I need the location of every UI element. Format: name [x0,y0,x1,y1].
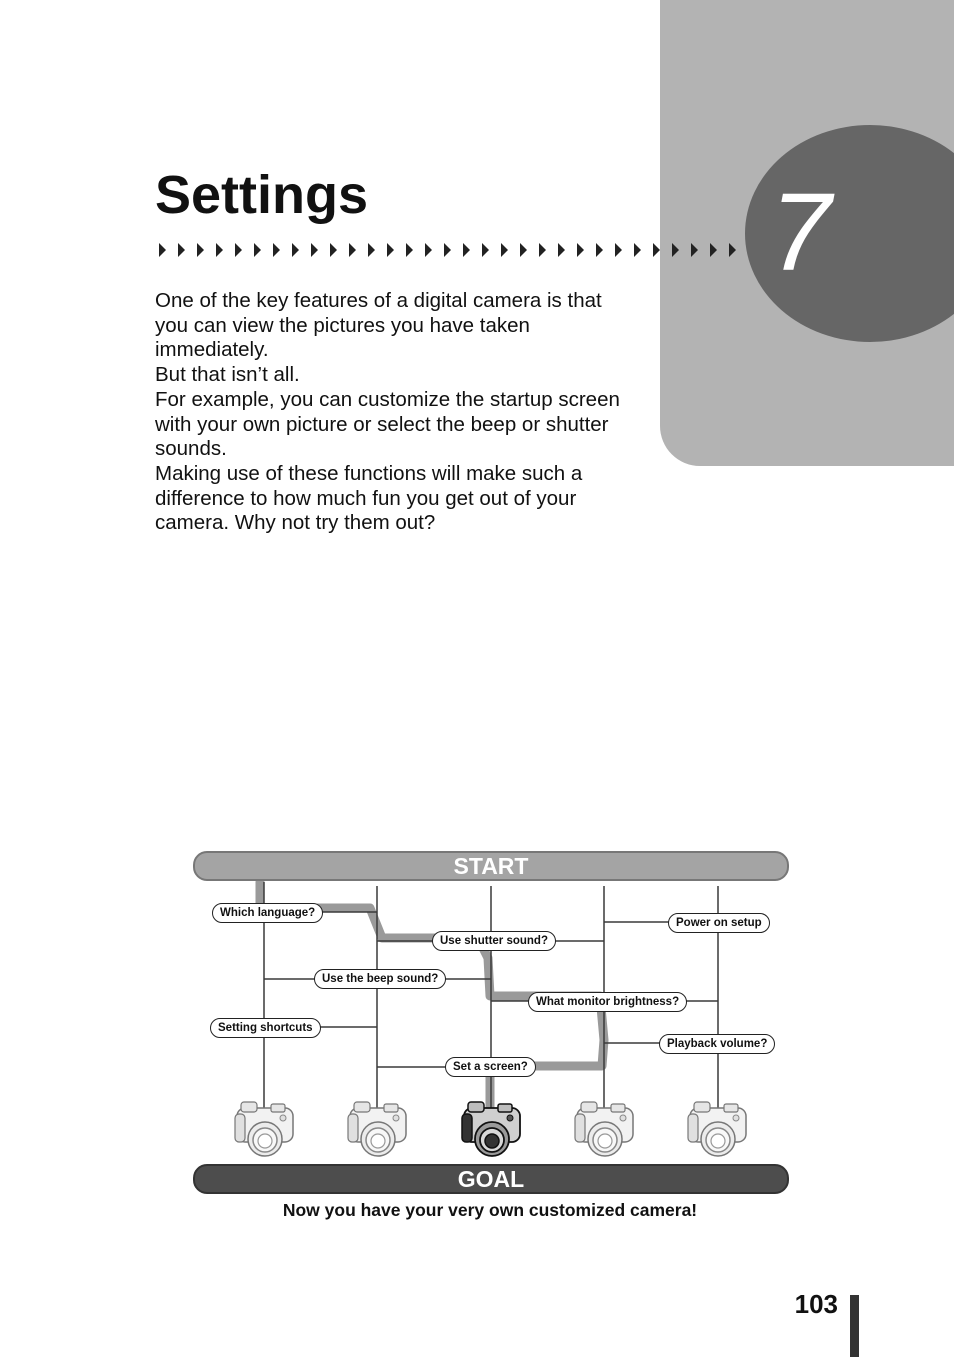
intro-paragraph: Making use of these functions will make such a difference to how much fun you get out of your camera. Why not try them out? [155,461,583,535]
camera-icon [684,1098,750,1162]
arrow-bullet [729,243,736,257]
arrow-bullet [197,243,204,257]
arrow-bullet [349,243,356,257]
arrow-bullet [653,243,660,257]
question-shutter-sound: Use shutter sound? [432,931,556,951]
start-bar: START [193,851,789,881]
intro-paragraph: For example, you can customize the startup screen with your own picture or select the beep or shutter sounds. [155,387,620,461]
arrow-bullet [463,243,470,257]
arrow-bullet [387,243,394,257]
chapter-number: 7 [770,171,832,294]
arrow-bullet [216,243,223,257]
arrow-bullet [178,243,185,257]
arrow-bullet [501,243,508,257]
arrow-bullet [425,243,432,257]
arrow-bullet [330,243,337,257]
arrow-bullet [539,243,546,257]
question-setting-shortcuts: Setting shortcuts [210,1018,321,1038]
goal-bar: GOAL [193,1164,789,1194]
intro-text [155,289,625,536]
page-number: 103 [794,1289,838,1319]
arrow-bullet [710,243,717,257]
arrow-bullet [577,243,584,257]
arrow-bullet [159,243,166,257]
camera-icon [571,1098,637,1162]
page-edge-marker [850,1295,859,1357]
arrow-bullet [634,243,641,257]
question-set-a-screen: Set a screen? [445,1057,536,1077]
question-beep-sound: Use the beep sound? [314,969,446,989]
arrow-bullet [235,243,242,257]
question-power-on-setup: Power on setup [668,913,770,933]
intro-paragraph: One of the key features of a digital camera is that you can view the pictures you have taken immediately. [155,289,602,362]
arrow-bullet [596,243,603,257]
question-monitor-brightness: What monitor brightness? [528,992,687,1012]
arrow-divider [155,240,745,260]
intro-paragraph: But that isn’t all. [155,363,300,387]
question-which-language: Which language? [212,903,323,923]
arrow-bullet [292,243,299,257]
arrow-bullet [615,243,622,257]
arrow-bullet [444,243,451,257]
arrow-bullet [311,243,318,257]
arrow-bullet [254,243,261,257]
camera-icon [344,1098,410,1162]
arrow-bullet [558,243,565,257]
question-playback-volume: Playback volume? [659,1034,775,1054]
diagram-caption: Now you have your very own customized camera! [282,1200,698,1220]
page-title: Settings [155,165,369,225]
arrow-bullet [672,243,679,257]
camera-icon [231,1098,297,1162]
camera-icon-highlighted [458,1098,524,1162]
arrow-bullet [368,243,375,257]
arrow-bullet [520,243,527,257]
arrow-bullet [273,243,280,257]
arrow-bullet [691,243,698,257]
settings-flow-diagram [190,848,790,1198]
arrow-bullet [406,243,413,257]
arrow-bullet [482,243,489,257]
